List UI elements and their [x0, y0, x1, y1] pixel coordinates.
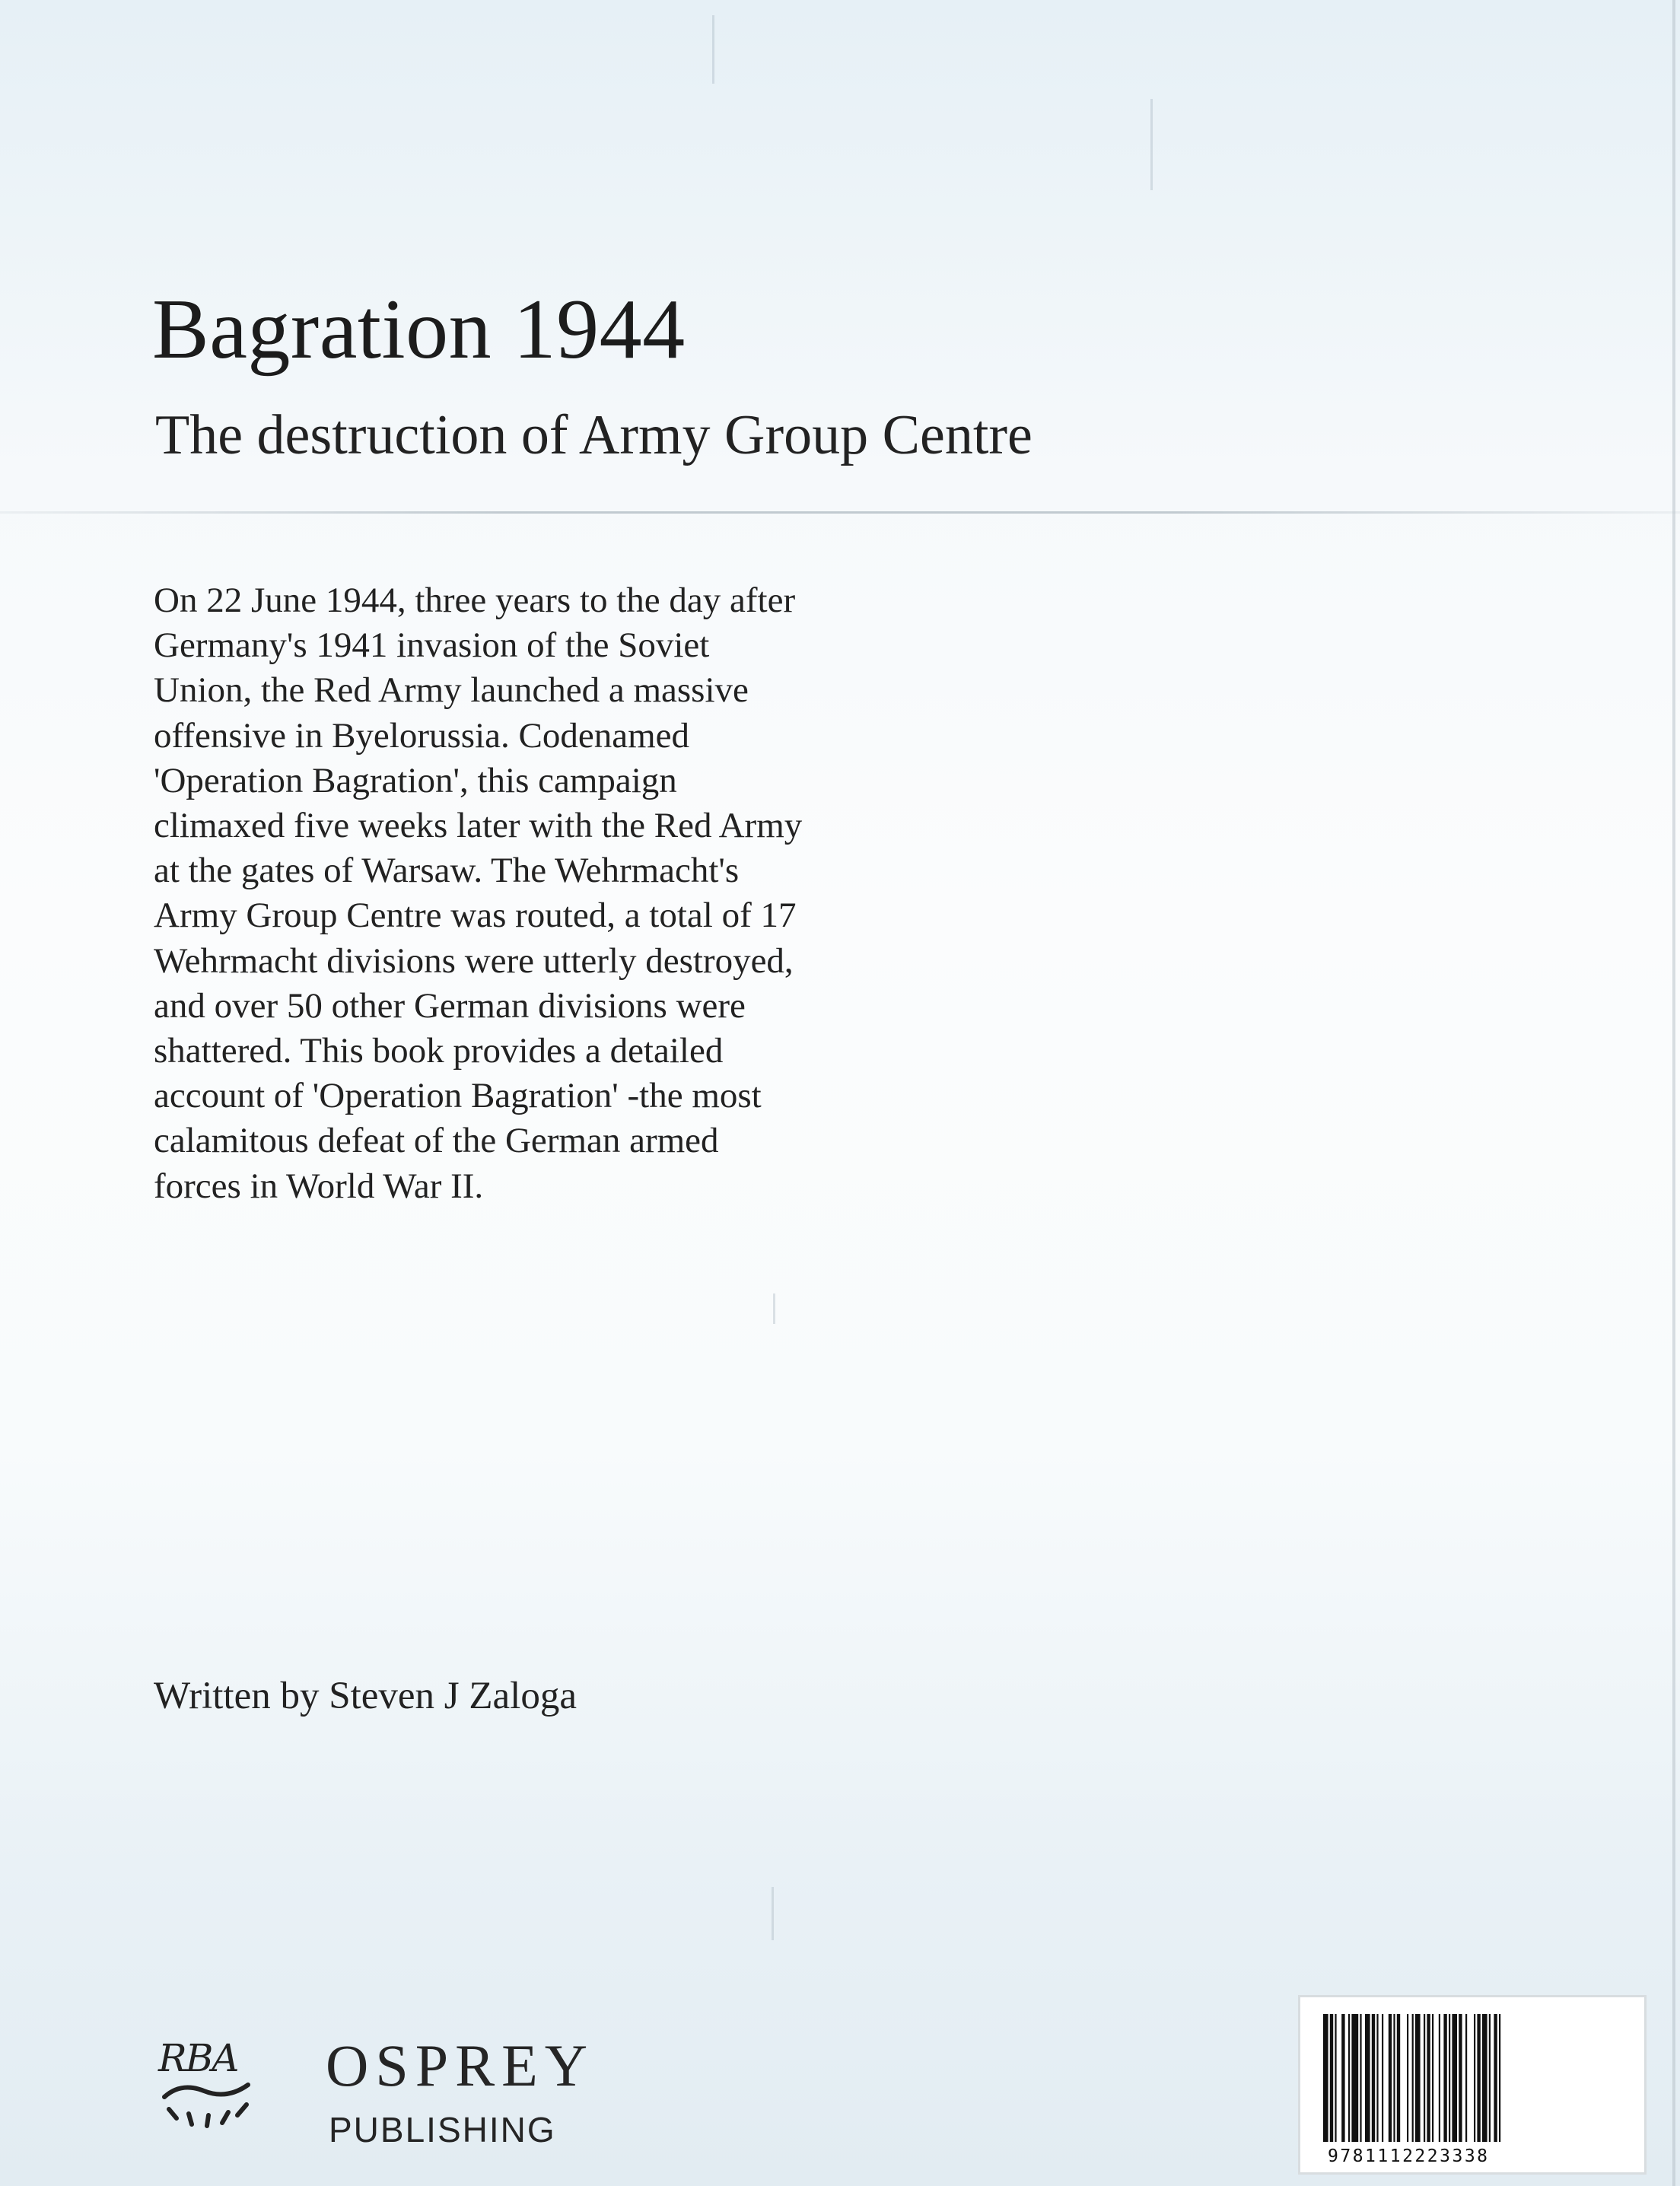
barcode-bar — [1439, 2014, 1440, 2142]
barcode-bar — [1348, 2014, 1350, 2142]
barcode-panel — [1298, 1995, 1647, 2175]
barcode-bar — [1443, 2014, 1446, 2142]
spine-edge — [1672, 0, 1675, 2186]
barcode-bar — [1360, 2014, 1361, 2142]
rba-logo — [158, 2036, 257, 2138]
scan-streak — [712, 15, 714, 84]
barcode-bar — [1389, 2014, 1392, 2142]
barcode-bar — [1452, 2014, 1457, 2142]
blurb-line: and over 50 other German divisions were — [154, 985, 746, 1026]
barcode-bar — [1474, 2014, 1475, 2142]
blurb-line: calamitous defeat of the German armed — [154, 1121, 719, 1161]
book-subtitle: The destruction of Army Group Centre — [155, 404, 1032, 466]
scan-streak — [773, 1293, 775, 1324]
rba-swirl-icon — [158, 2074, 257, 2135]
barcode-bar — [1427, 2014, 1430, 2142]
rba-logo-text: RBA — [158, 2036, 238, 2080]
osprey-wordmark: OSPREY — [326, 2032, 595, 2098]
barcode-bar — [1494, 2014, 1497, 2142]
blurb-line: Germany's 1941 invasion of the Soviet — [154, 625, 710, 666]
blurb-line: 'Operation Bagration', this campaign — [154, 760, 677, 800]
barcode-bar — [1489, 2014, 1491, 2142]
barcode-bar — [1372, 2014, 1375, 2142]
author-credit: Written by Steven J Zaloga — [154, 1675, 577, 1717]
blurb-line: shattered. This book provides a detailed — [154, 1031, 724, 1071]
header-divider — [0, 511, 1680, 514]
barcode-bar — [1432, 2014, 1433, 2142]
barcode-bar — [1323, 2014, 1328, 2142]
barcode-bar — [1424, 2014, 1425, 2142]
blurb-line: climaxed five weeks later with the Red Army — [154, 806, 803, 846]
blurb-line: forces in World War II. — [154, 1166, 484, 1206]
scan-streak — [772, 1887, 774, 1940]
barcode-bar — [1341, 2014, 1344, 2142]
barcode-bar — [1449, 2014, 1450, 2142]
barcode-icon — [1323, 2014, 1628, 2142]
barcode-bar — [1477, 2014, 1480, 2142]
barcode-bar — [1459, 2014, 1462, 2142]
blurb-line: account of 'Operation Bagration' -the most — [154, 1076, 762, 1116]
barcode-bar — [1407, 2014, 1408, 2142]
barcode-bar — [1499, 2014, 1500, 2142]
barcode-bar — [1330, 2014, 1333, 2142]
barcode-bar — [1365, 2014, 1370, 2142]
barcode-bar — [1482, 2014, 1488, 2142]
blurb-line: On 22 June 1944, three years to the day after — [154, 581, 796, 620]
barcode-bar — [1351, 2014, 1358, 2142]
barcode-bar — [1415, 2014, 1421, 2142]
barcode-bar — [1393, 2014, 1395, 2142]
blurb-line: Union, the Red Army launched a massive — [154, 670, 749, 711]
blurb-line: offensive in Byelorussia. Codenamed — [154, 715, 689, 756]
scan-streak — [1150, 99, 1153, 190]
barcode-bar — [1465, 2014, 1467, 2142]
blurb-line: at the gates of Warsaw. The Wehrmacht's — [154, 851, 740, 891]
book-title: Bagration 1944 — [152, 282, 686, 377]
barcode-bar — [1397, 2014, 1400, 2142]
barcode-bar — [1382, 2014, 1383, 2142]
publishing-wordmark: PUBLISHING — [329, 2110, 556, 2149]
isbn-number: 9781112223338 — [1328, 2146, 1490, 2166]
blurb-line: Wehrmacht divisions were utterly destroyed, — [154, 940, 794, 981]
blurb-line: Army Group Centre was routed, a total of 17 — [154, 896, 797, 936]
book-blurb — [154, 578, 884, 1209]
barcode-bar — [1376, 2014, 1378, 2142]
barcode-bar — [1335, 2014, 1336, 2142]
barcode-bar — [1412, 2014, 1414, 2142]
